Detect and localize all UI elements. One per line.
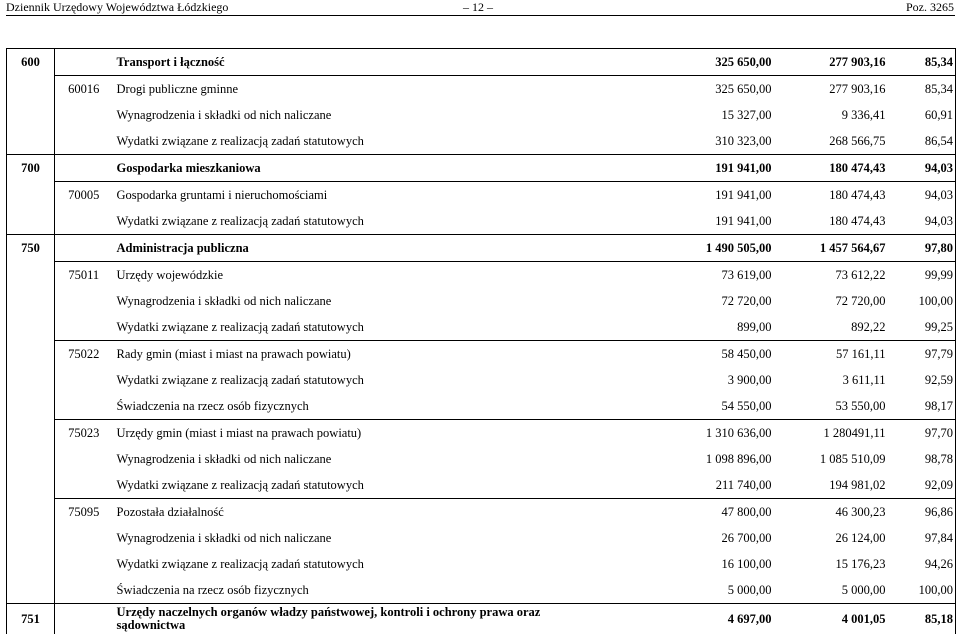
planned-amount: 191 941,00	[571, 182, 774, 209]
execution-percent: 94,03	[888, 182, 956, 209]
execution-percent: 60,91	[888, 102, 956, 128]
execution-percent: 92,09	[888, 472, 956, 499]
execution-percent: 99,25	[888, 314, 956, 341]
planned-amount: 899,00	[571, 314, 774, 341]
execution-percent: 97,70	[888, 420, 956, 447]
execution-percent: 96,86	[888, 499, 956, 526]
chapter-code: 60016	[55, 76, 113, 103]
table-row	[7, 235, 956, 262]
table-row	[7, 208, 956, 235]
executed-amount: 180 474,43	[774, 208, 888, 235]
item-name: Wydatki związane z realizacją zadań statutowych	[113, 551, 571, 577]
executed-amount: 26 124,00	[774, 525, 888, 551]
item-name: Gospodarka gruntami i nieruchomościami	[113, 182, 571, 209]
page-header	[0, 0, 960, 16]
chapter-code: 75023	[55, 420, 113, 447]
table-row	[7, 446, 956, 472]
table-row	[7, 128, 956, 155]
planned-amount: 15 327,00	[571, 102, 774, 128]
execution-percent: 100,00	[888, 288, 956, 314]
execution-percent: 98,17	[888, 393, 956, 420]
chapter-code	[55, 551, 113, 577]
item-name: Urzędy wojewódzkie	[113, 262, 571, 289]
executed-amount: 268 566,75	[774, 128, 888, 155]
table-row	[7, 155, 956, 182]
chapter-code	[55, 208, 113, 235]
executed-amount: 73 612,22	[774, 262, 888, 289]
table-row	[7, 551, 956, 577]
table-row	[7, 420, 956, 447]
header-divider	[6, 15, 955, 16]
chapter-code	[55, 525, 113, 551]
planned-amount: 47 800,00	[571, 499, 774, 526]
planned-amount: 1 098 896,00	[571, 446, 774, 472]
executed-amount: 194 981,02	[774, 472, 888, 499]
chapter-code	[55, 155, 113, 182]
section-code: 750	[7, 235, 55, 262]
executed-amount: 180 474,43	[774, 182, 888, 209]
section-code	[7, 499, 55, 526]
planned-amount: 72 720,00	[571, 288, 774, 314]
item-name: Wydatki związane z realizacją zadań statutowych	[113, 367, 571, 393]
executed-amount: 57 161,11	[774, 341, 888, 368]
planned-amount: 211 740,00	[571, 472, 774, 499]
section-code	[7, 472, 55, 499]
execution-percent: 97,80	[888, 235, 956, 262]
table-row	[7, 76, 956, 103]
executed-amount: 892,22	[774, 314, 888, 341]
section-code	[7, 208, 55, 235]
execution-percent: 86,54	[888, 128, 956, 155]
section-code	[7, 393, 55, 420]
executed-amount: 3 611,11	[774, 367, 888, 393]
section-code: 700	[7, 155, 55, 182]
executed-amount: 72 720,00	[774, 288, 888, 314]
chapter-code	[55, 446, 113, 472]
chapter-code	[55, 128, 113, 155]
section-code	[7, 262, 55, 289]
execution-percent: 85,34	[888, 76, 956, 103]
execution-percent: 94,26	[888, 551, 956, 577]
section-code	[7, 314, 55, 341]
section-code	[7, 551, 55, 577]
table-row	[7, 102, 956, 128]
section-code: 751	[7, 604, 55, 634]
execution-percent: 99,99	[888, 262, 956, 289]
executed-amount: 277 903,16	[774, 49, 888, 76]
section-code	[7, 420, 55, 447]
table-row	[7, 262, 956, 289]
table-row	[7, 314, 956, 341]
section-code	[7, 182, 55, 209]
executed-amount: 4 001,05	[774, 604, 888, 634]
planned-amount: 4 697,00	[571, 604, 774, 634]
table-row	[7, 577, 956, 604]
table-row	[7, 49, 956, 76]
planned-amount: 325 650,00	[571, 76, 774, 103]
table-row	[7, 182, 956, 209]
item-name: Urzędy gmin (miast i miast na prawach powiatu)	[113, 420, 571, 447]
item-name: Rady gmin (miast i miast na prawach powiatu)	[113, 341, 571, 368]
executed-amount: 46 300,23	[774, 499, 888, 526]
executed-amount: 1 280491,11	[774, 420, 888, 447]
planned-amount: 1 490 505,00	[571, 235, 774, 262]
item-name: Wydatki związane z realizacją zadań statutowych	[113, 472, 571, 499]
item-name: Wynagrodzenia i składki od nich naliczane	[113, 446, 571, 472]
section-code	[7, 76, 55, 103]
journal-title: Dziennik Urzędowy Województwa Łódzkiego	[6, 0, 228, 15]
chapter-code: 75011	[55, 262, 113, 289]
execution-percent: 94,03	[888, 208, 956, 235]
executed-amount: 1 457 564,67	[774, 235, 888, 262]
chapter-code	[55, 472, 113, 499]
chapter-code: 75095	[55, 499, 113, 526]
chapter-code	[55, 235, 113, 262]
section-code	[7, 341, 55, 368]
chapter-code: 75022	[55, 341, 113, 368]
planned-amount: 54 550,00	[571, 393, 774, 420]
section-code: 600	[7, 49, 55, 76]
page-number: – 12 –	[463, 0, 493, 15]
table-row	[7, 367, 956, 393]
table-row	[7, 604, 956, 634]
item-name: Pozostała działalność	[113, 499, 571, 526]
planned-amount: 325 650,00	[571, 49, 774, 76]
execution-percent: 98,78	[888, 446, 956, 472]
section-code	[7, 367, 55, 393]
chapter-code	[55, 49, 113, 76]
table-row	[7, 472, 956, 499]
item-name: Wydatki związane z realizacją zadań statutowych	[113, 128, 571, 155]
planned-amount: 26 700,00	[571, 525, 774, 551]
budget-table	[6, 48, 956, 634]
position-number: Poz. 3265	[906, 0, 954, 15]
planned-amount: 310 323,00	[571, 128, 774, 155]
section-code	[7, 577, 55, 604]
section-code	[7, 128, 55, 155]
item-name: Wydatki związane z realizacją zadań statutowych	[113, 208, 571, 235]
chapter-code	[55, 102, 113, 128]
chapter-code	[55, 604, 113, 634]
planned-amount: 73 619,00	[571, 262, 774, 289]
table-row	[7, 393, 956, 420]
item-name: Świadczenia na rzecz osób fizycznych	[113, 577, 571, 604]
executed-amount: 15 176,23	[774, 551, 888, 577]
executed-amount: 277 903,16	[774, 76, 888, 103]
chapter-code	[55, 314, 113, 341]
table-row	[7, 525, 956, 551]
planned-amount: 16 100,00	[571, 551, 774, 577]
item-name: Administracja publiczna	[113, 235, 571, 262]
execution-percent: 97,79	[888, 341, 956, 368]
planned-amount: 5 000,00	[571, 577, 774, 604]
item-name: Urzędy naczelnych organów władzy państwowej, kontroli i ochrony prawa oraz sądownictwa	[113, 604, 571, 634]
chapter-code: 70005	[55, 182, 113, 209]
execution-percent: 100,00	[888, 577, 956, 604]
table-row	[7, 288, 956, 314]
table-row	[7, 341, 956, 368]
planned-amount: 191 941,00	[571, 208, 774, 235]
execution-percent: 92,59	[888, 367, 956, 393]
execution-percent: 85,34	[888, 49, 956, 76]
executed-amount: 1 085 510,09	[774, 446, 888, 472]
execution-percent: 85,18	[888, 604, 956, 634]
chapter-code	[55, 577, 113, 604]
item-name: Transport i łączność	[113, 49, 571, 76]
chapter-code	[55, 367, 113, 393]
section-code	[7, 102, 55, 128]
item-name: Wynagrodzenia i składki od nich naliczane	[113, 525, 571, 551]
item-name: Gospodarka mieszkaniowa	[113, 155, 571, 182]
section-code	[7, 525, 55, 551]
chapter-code	[55, 288, 113, 314]
execution-percent: 94,03	[888, 155, 956, 182]
item-name: Wydatki związane z realizacją zadań statutowych	[113, 314, 571, 341]
executed-amount: 180 474,43	[774, 155, 888, 182]
planned-amount: 3 900,00	[571, 367, 774, 393]
item-name: Wynagrodzenia i składki od nich naliczane	[113, 102, 571, 128]
planned-amount: 191 941,00	[571, 155, 774, 182]
section-code	[7, 446, 55, 472]
item-name: Wynagrodzenia i składki od nich naliczane	[113, 288, 571, 314]
executed-amount: 53 550,00	[774, 393, 888, 420]
executed-amount: 9 336,41	[774, 102, 888, 128]
chapter-code	[55, 393, 113, 420]
table-row	[7, 499, 956, 526]
executed-amount: 5 000,00	[774, 577, 888, 604]
item-name: Świadczenia na rzecz osób fizycznych	[113, 393, 571, 420]
item-name: Drogi publiczne gminne	[113, 76, 571, 103]
planned-amount: 58 450,00	[571, 341, 774, 368]
planned-amount: 1 310 636,00	[571, 420, 774, 447]
section-code	[7, 288, 55, 314]
execution-percent: 97,84	[888, 525, 956, 551]
